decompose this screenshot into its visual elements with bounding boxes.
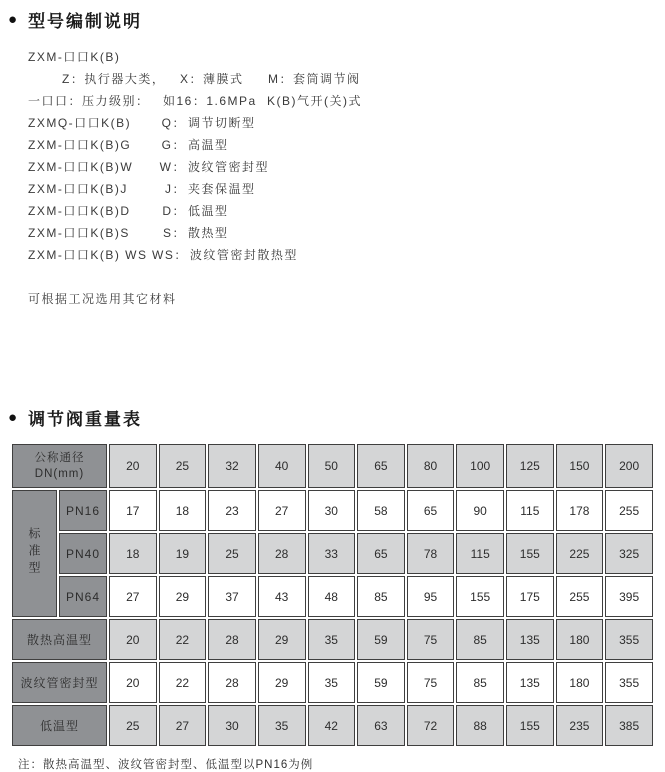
weight-cell: 255 — [556, 576, 604, 617]
weight-cell: 28 — [208, 662, 256, 703]
weight-cell: 27 — [109, 576, 157, 617]
model-code: ZXM-口口K(B)S — [28, 225, 130, 240]
table-footnote: 注：散热高温型、波纹管密封型、低温型以PN16为例 — [18, 759, 314, 771]
model-code: ZXM-口口K(B)D — [28, 203, 131, 218]
weight-cell: 18 — [159, 490, 207, 531]
model-line-actuator — [28, 67, 665, 89]
weight-cell: 85 — [357, 576, 405, 617]
weight-cell: 23 — [208, 490, 256, 531]
row-label: PN64 — [59, 576, 107, 617]
row-label: 低温型 — [12, 705, 107, 746]
model-line — [28, 111, 665, 133]
model-desc: 散热型 — [188, 225, 229, 240]
model-key: Q： — [161, 115, 186, 130]
dn-header-cell: 20 — [109, 444, 157, 488]
model-code: ZXMQ-口口K(B) — [28, 115, 132, 130]
row-label: PN40 — [59, 533, 107, 574]
weight-cell: 180 — [556, 662, 604, 703]
weight-cell: 65 — [357, 533, 405, 574]
weight-cell: 17 — [109, 490, 157, 531]
model-key: D： — [162, 203, 186, 218]
dn-header-cell: 125 — [506, 444, 554, 488]
section-title-model-coding — [8, 7, 665, 32]
model-line — [28, 199, 665, 221]
weight-cell: 355 — [605, 662, 653, 703]
corner-cell — [12, 444, 107, 488]
weight-cell: 25 — [208, 533, 256, 574]
weight-cell: 29 — [258, 662, 306, 703]
model-line — [28, 155, 665, 177]
model-desc: 高温型 — [188, 137, 229, 152]
weight-cell: 59 — [357, 619, 405, 660]
section-title-text: 型号编制说明 — [28, 12, 143, 31]
weight-cell: 90 — [456, 490, 504, 531]
section-title-text: 调节阀重量表 — [28, 410, 143, 429]
model-desc: 低温型 — [188, 203, 229, 218]
dn-header-cell: 150 — [556, 444, 604, 488]
weight-cell: 75 — [407, 619, 455, 660]
weight-cell: 22 — [159, 619, 207, 660]
weight-cell: 43 — [258, 576, 306, 617]
model-line — [28, 243, 665, 265]
model-line — [28, 133, 665, 155]
weight-cell: 63 — [357, 705, 405, 746]
model-line — [28, 221, 665, 243]
model-code: ZXM-口口K(B) WS — [28, 247, 148, 262]
weight-cell: 27 — [159, 705, 207, 746]
weight-cell: 59 — [357, 662, 405, 703]
pressure-class-label: 一口口：压力级别： — [28, 93, 150, 108]
dn-header-cell: 32 — [208, 444, 256, 488]
model-desc: 波纹管密封型 — [188, 159, 270, 174]
model-coding-section — [0, 0, 665, 309]
weight-cell: 35 — [308, 662, 356, 703]
model-key: J： — [164, 181, 186, 196]
model-key: WS： — [152, 247, 188, 262]
weight-cell: 178 — [556, 490, 604, 531]
weight-cell: 35 — [308, 619, 356, 660]
weight-cell: 72 — [407, 705, 455, 746]
weight-cell: 65 — [407, 490, 455, 531]
weight-cell: 20 — [109, 662, 157, 703]
model-code-list — [28, 45, 665, 309]
table-row-pn16 — [12, 490, 653, 531]
dn-header-cell: 40 — [258, 444, 306, 488]
weight-cell: 48 — [308, 576, 356, 617]
weight-cell: 18 — [109, 533, 157, 574]
weight-cell: 30 — [208, 705, 256, 746]
standard-group-cell — [12, 490, 57, 617]
dn-header-cell: 65 — [357, 444, 405, 488]
weight-cell: 37 — [208, 576, 256, 617]
weight-cell: 255 — [605, 490, 653, 531]
dn-header-cell: 200 — [605, 444, 653, 488]
model-code: ZXM-口口K(B)J — [28, 181, 128, 196]
model-key: G： — [161, 137, 186, 152]
weight-cell: 75 — [407, 662, 455, 703]
section-title-weight-table — [8, 405, 665, 430]
material-note: 可根据工况选用其它材料 — [28, 291, 177, 306]
table-header-row — [12, 444, 653, 488]
weight-cell: 19 — [159, 533, 207, 574]
row-label: PN16 — [59, 490, 107, 531]
weight-cell: 42 — [308, 705, 356, 746]
bullet-icon: ● — [8, 409, 20, 426]
weight-cell: 180 — [556, 619, 604, 660]
pressure-example-label: 如16：1.6MPa — [163, 93, 257, 108]
model-desc: 调节切断型 — [188, 115, 256, 130]
weight-cell: 235 — [556, 705, 604, 746]
model-key: W： — [159, 159, 186, 174]
weight-cell: 135 — [506, 662, 554, 703]
table-row-pn40 — [12, 533, 653, 574]
air-action-label: K(B)气开(关)式 — [267, 93, 362, 108]
weight-cell: 115 — [456, 533, 504, 574]
weight-cell: 29 — [159, 576, 207, 617]
weight-cell: 88 — [456, 705, 504, 746]
valve-weight-table — [10, 442, 655, 748]
weight-cell: 78 — [407, 533, 455, 574]
standard-group-label: 标准型 — [27, 526, 41, 578]
weight-cell: 20 — [109, 619, 157, 660]
corner-label-line2: DN(mm) — [34, 468, 85, 480]
weight-cell: 58 — [357, 490, 405, 531]
model-code: ZXM-口口K(B)W — [28, 159, 134, 174]
dn-header-cell: 50 — [308, 444, 356, 488]
weight-cell: 155 — [506, 705, 554, 746]
model-code: ZXM-口口K(B)G — [28, 137, 132, 152]
weight-cell: 95 — [407, 576, 455, 617]
model-line-base — [28, 45, 665, 67]
weight-cell: 395 — [605, 576, 653, 617]
weight-cell: 85 — [456, 662, 504, 703]
table-row-high-temp — [12, 619, 653, 660]
weight-cell: 355 — [605, 619, 653, 660]
model-desc: 波纹管密封散热型 — [189, 247, 298, 262]
weight-cell: 30 — [308, 490, 356, 531]
model-line-pressure — [28, 89, 665, 111]
weight-table-section — [0, 405, 665, 772]
weight-cell: 155 — [456, 576, 504, 617]
corner-label-line1: 公称通径 — [34, 451, 85, 464]
row-label: 散热高温型 — [12, 619, 107, 660]
model-line — [28, 177, 665, 199]
weight-cell: 35 — [258, 705, 306, 746]
weight-cell: 85 — [456, 619, 504, 660]
model-desc: 夹套保温型 — [188, 181, 256, 196]
actuator-z-label: Z：执行器大类， — [62, 71, 166, 86]
weight-cell: 155 — [506, 533, 554, 574]
weight-cell: 28 — [258, 533, 306, 574]
weight-cell: 225 — [556, 533, 604, 574]
table-row-pn64 — [12, 576, 653, 617]
table-row-low-temp — [12, 705, 653, 746]
table-row-bellows — [12, 662, 653, 703]
weight-cell: 175 — [506, 576, 554, 617]
bullet-icon: ● — [8, 11, 20, 28]
model-code: ZXM-口口K(B) — [28, 49, 121, 64]
actuator-x-label: X：薄膜式 — [180, 71, 244, 86]
dn-header-cell: 25 — [159, 444, 207, 488]
dn-header-cell: 80 — [407, 444, 455, 488]
weight-cell: 135 — [506, 619, 554, 660]
weight-cell: 25 — [109, 705, 157, 746]
dn-header-cell: 100 — [456, 444, 504, 488]
weight-cell: 33 — [308, 533, 356, 574]
weight-cell: 325 — [605, 533, 653, 574]
weight-cell: 28 — [208, 619, 256, 660]
weight-cell: 22 — [159, 662, 207, 703]
weight-cell: 115 — [506, 490, 554, 531]
weight-cell: 27 — [258, 490, 306, 531]
model-key: S： — [162, 225, 186, 240]
actuator-m-label: M：套筒调节阀 — [268, 71, 361, 86]
row-label: 波纹管密封型 — [12, 662, 107, 703]
weight-cell: 385 — [605, 705, 653, 746]
weight-cell: 29 — [258, 619, 306, 660]
